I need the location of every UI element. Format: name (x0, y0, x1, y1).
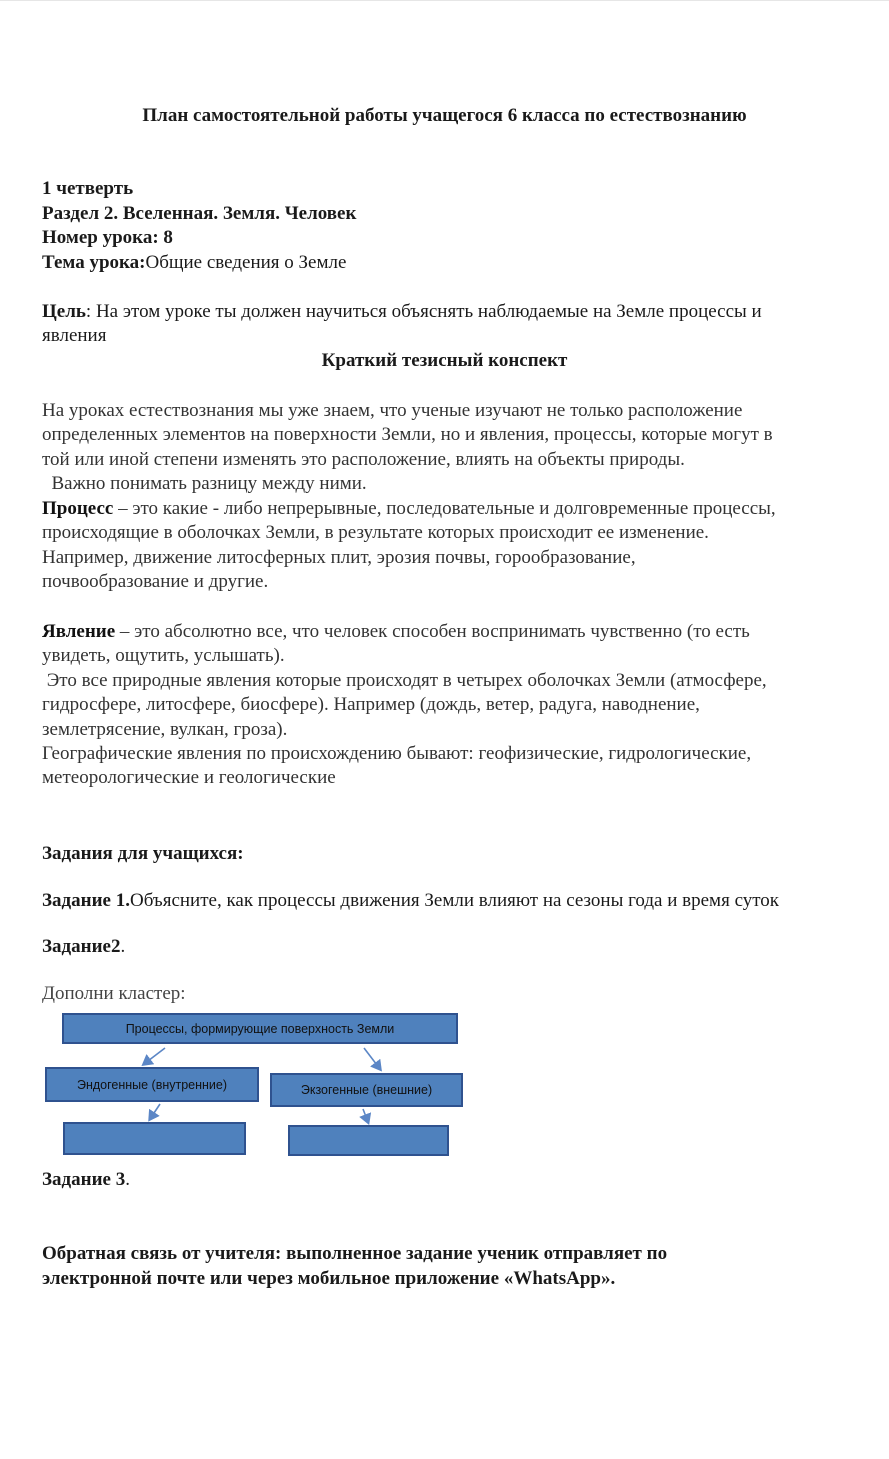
cluster-endogenous-blank-box[interactable] (63, 1122, 246, 1155)
cluster-root-label: Процессы, формирующие поверхность Земли (125, 1021, 395, 1036)
goal-line-1 (42, 300, 762, 324)
goal-text: : На этом уроке ты должен научиться объяснять наблюдаемые на Земле процессы и (85, 301, 762, 322)
task-3-dot: . (125, 1169, 130, 1190)
phenomenon-line: метеорологические и геологические (42, 767, 336, 789)
process-line-1 (42, 497, 872, 521)
feedback-line-1: Обратная связь от учителя: выполненное задание ученик отправляет по (42, 1243, 668, 1264)
lesson-number: Номер урока: 8 (42, 227, 173, 248)
task-2-label: Задание2 (42, 936, 121, 957)
goal-label: Цель (42, 301, 86, 322)
arrow-exogenous-to-blank (363, 1109, 368, 1122)
cluster-endogenous-box (45, 1067, 259, 1102)
task-1 (42, 889, 779, 913)
cluster-root-box (62, 1013, 458, 1044)
task-2-prompt: Дополни кластер: (42, 983, 186, 1004)
phenomenon-line: Географические явления по происхождению бывают: геофизические, гидрологические, (42, 743, 752, 765)
process-definition: – это какие - либо непрерывные, последовательные и долговременные процессы, (113, 498, 776, 519)
quarter: 1 четверть (42, 178, 134, 199)
phenomenon-line: увидеть, ощутить, услышать). (42, 645, 285, 667)
topic-value: Общие сведения о Земле (145, 252, 347, 273)
arrow-endogenous-to-blank (150, 1104, 160, 1119)
phenomenon-paragraph (42, 620, 872, 791)
cluster-exogenous-box (270, 1073, 463, 1107)
process-paragraph (42, 497, 872, 595)
intro-line: той или иной степени изменять это расположение, влиять на объекты природы. (42, 448, 685, 470)
cluster-exogenous-label: Экзогенные (внешние) (300, 1083, 433, 1097)
tasks-heading: Задания для учащихся: (42, 843, 244, 864)
goal-line-2: явления (42, 325, 107, 346)
process-line: происходящие в оболочках Земли, в результате которых происходит ее изменение. (42, 522, 709, 544)
intro-line: На уроках естествознания мы уже знаем, что ученые изучают не только расположение (42, 400, 743, 421)
arrow-root-to-endogenous (144, 1048, 165, 1064)
topic-label: Тема урока: (42, 252, 146, 273)
task-1-label: Задание 1. (42, 890, 130, 911)
task-2-dot: . (120, 936, 126, 957)
phenomenon-term: Явление (42, 621, 116, 642)
task-2 (42, 935, 125, 959)
intro-line: Важно понимать разницу между ними. (42, 473, 367, 495)
summary-title: Краткий тезисный конспект (321, 350, 568, 371)
page-top-edge (0, 0, 889, 1)
document-title: План самостоятельной работы учащегося 6 класса по естествознанию (142, 105, 747, 126)
cluster-exogenous-blank-box[interactable] (288, 1125, 449, 1156)
phenomenon-line: землетрясение, вулкан, гроза). (42, 718, 288, 740)
phenomenon-definition: – это абсолютно все, что человек способен воспринимать чувственно (то есть (115, 621, 750, 642)
phenomenon-line: гидросфере, литосфере, биосфере). Например (дождь, ветер, радуга, наводнение, (42, 694, 700, 716)
lesson-topic (42, 251, 346, 275)
process-term: Процесс (42, 498, 114, 519)
task-3 (42, 1168, 130, 1192)
task-1-text: Объясните, как процессы движения Земли влияют на сезоны года и время суток (129, 890, 780, 911)
feedback-line-2: электронной почте или через мобильное приложение «WhatsApp». (42, 1268, 616, 1289)
cluster-endogenous-label: Эндогенные (внутренние) (76, 1077, 228, 1092)
task-3-label: Задание 3 (42, 1169, 126, 1190)
process-line: почвообразование и другие. (42, 571, 269, 593)
process-line: Например, движение литосферных плит, эрозия почвы, горообразование, (42, 546, 636, 568)
arrow-root-to-exogenous (364, 1048, 380, 1069)
section: Раздел 2. Вселенная. Земля. Человек (42, 203, 357, 224)
intro-line: определенных элементов на поверхности Земли, но и явления, процессы, которые могут в (42, 424, 773, 446)
phenomenon-line: Это все природные явления которые происходят в четырех оболочках Земли (атмосфере, (42, 669, 767, 691)
phenomenon-line-1 (42, 620, 872, 644)
intro-paragraph (42, 399, 872, 497)
